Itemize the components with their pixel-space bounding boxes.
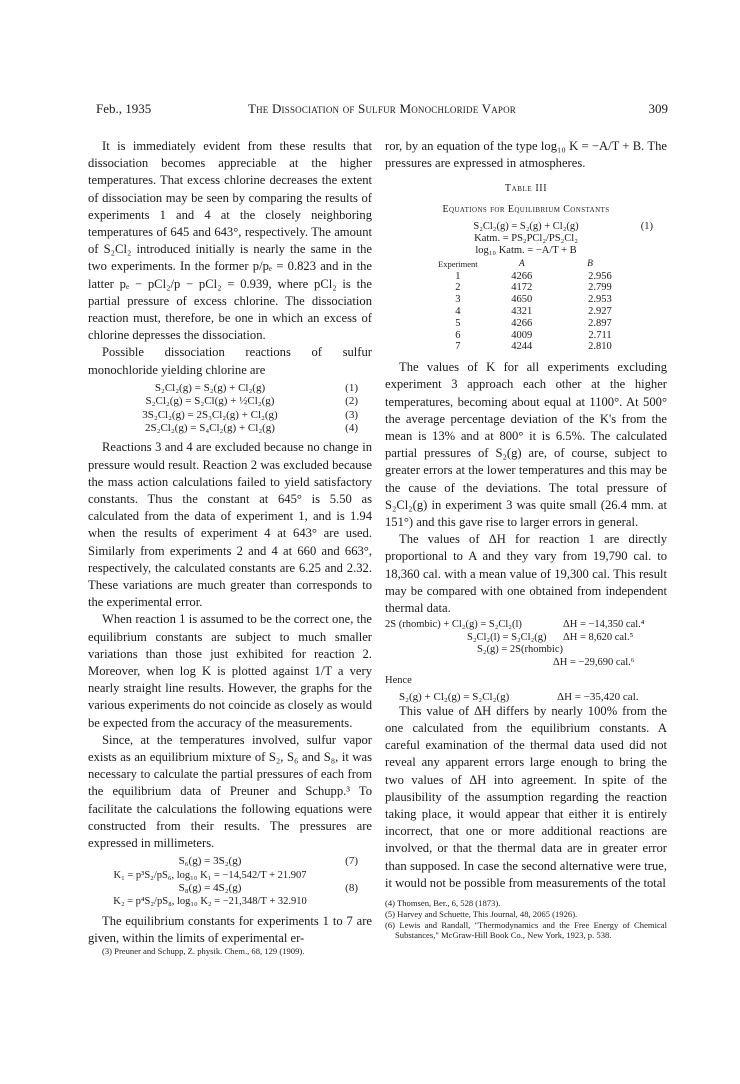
net-reaction <box>385 689 667 703</box>
cell-a: 4650 <box>511 294 533 306</box>
sulfur-equations <box>88 855 372 909</box>
reaction-equation: S₈(g) = 4S₂(g) <box>178 882 242 895</box>
cell-exp: 1 <box>455 270 461 282</box>
reaction-2 <box>88 395 372 408</box>
reaction-list <box>88 382 372 436</box>
table-equation-2 <box>385 233 667 245</box>
equation-number: (2) <box>345 395 358 408</box>
cell-exp: 4 <box>455 306 461 317</box>
table-row <box>416 271 636 283</box>
left-column <box>88 138 372 947</box>
col-b: B <box>587 258 593 269</box>
thermal-equation: S₂(g) = 2S(rhombic) <box>477 644 563 656</box>
table-header-row <box>416 259 636 271</box>
equation-number: (1) <box>345 381 358 394</box>
header-title: The Dissociation of Sulfur Monochloride Vapor <box>247 101 517 116</box>
cell-a: 4266 <box>511 270 533 282</box>
net-reaction-equation: S₂(g) + Cl₂(g) = S₂Cl₂(g) <box>399 690 510 703</box>
running-header <box>96 101 668 121</box>
cell-exp: 6 <box>455 329 461 341</box>
constants-table <box>416 259 636 353</box>
paragraph: This value of ΔH differs by nearly 100% from the one calculated from the equilibrium constants. A careful examination of the thermal data used did not reveal any apparent errors large enough to bring the two values of ΔH into agreement. In spite of the plausibility of the assumption regarding the reaction taking place, it would appear that either it is entirely incorrect, that one or more additional reactions are involved, or that the thermal data are in greater error than supposed. In case the second alternative were true, it would not be possible from measurements of the total <box>385 703 667 890</box>
reaction-4 <box>88 422 372 435</box>
page-number: 309 <box>648 101 668 116</box>
reaction-3 <box>88 409 372 422</box>
col-a: A <box>518 258 525 269</box>
cell-b: 2.956 <box>588 270 612 282</box>
reaction-1 <box>88 382 372 395</box>
reaction-equation: S₂Cl₂(g) = S₂(g) + Cl₂(g) <box>473 220 579 232</box>
reaction-equation: S₆(g) = 3S₂(g) <box>178 855 242 868</box>
equation-number: (8) <box>345 882 358 895</box>
table-equation-1 <box>385 221 667 233</box>
cell-b: 2.799 <box>588 282 612 294</box>
header-date: Feb., 1935 <box>96 101 152 116</box>
footnote-3: (3) Preuner and Schupp, Z. physik. Chem., 68, 129 (1909). <box>102 946 305 956</box>
thermal-row <box>385 632 667 645</box>
equation-8 <box>88 882 372 895</box>
thermal-row <box>385 644 667 657</box>
cell-exp: 3 <box>455 294 461 306</box>
paragraph: When reaction 1 is assumed to be the correct one, the equilibrium constants are subject to much smaller variations than those just exhibited for reaction 2. Moreover, when log K is plotted against 1/T a very nearly straight line results. However, the graphs for the various experiments do not coincide as closely as would be expected from the accuracy of the measurements. <box>88 612 372 730</box>
paragraph: The equilibrium constants for experiments 1 to 7 are given, within the limits of experimental er- <box>88 913 372 946</box>
footnote-4: (4) Thomsen, Ber., 6, 528 (1873). <box>385 898 501 909</box>
cell-b: 2.927 <box>588 306 612 317</box>
thermal-equation: S₂Cl₂(l) = S₂Cl₂(g) <box>467 631 547 643</box>
table-row <box>416 282 636 294</box>
cell-a: 4172 <box>511 282 533 294</box>
paragraph: Since, at the temperatures involved, sulfur vapor exists as an equilibrium mixture of S₂, S₆ and S₈, it was necessary to calculate the partial pressures of each from the equilibrium data of Preuner and Schupp.³ To facilitate the calculations the following equations were constructed from their results. The pressures are expressed in millimeters. <box>88 732 372 851</box>
cell-a: 4009 <box>511 329 533 341</box>
equation-number: (4) <box>345 422 358 435</box>
table-row <box>416 330 636 342</box>
table-title: Table III <box>504 183 548 195</box>
footnote-6: (6) Lewis and Randall, "Thermodynamics and the Free Energy of Chemical Substances," McGraw-Hill Book Co., New York, 1923, p. 538. <box>385 919 667 941</box>
constant-equation: K₂ = p⁴S₂/pS₈, log₁₀ K₂ = −21,348/T + 32.910 <box>113 896 307 908</box>
paragraph: ror, by an equation of the type log₁₀ K = −A/T + B. The pressures are expressed in atmospheres. <box>385 139 667 171</box>
table-row <box>416 318 636 330</box>
paragraph: Possible dissociation reactions of sulfur monochloride yielding chlorine are <box>88 345 372 377</box>
cell-a: 4266 <box>511 317 533 329</box>
table-equation-3 <box>385 245 667 257</box>
thermal-equation: 2S (rhombic) + Cl₂(g) = S₂Cl₂(l) <box>385 619 522 631</box>
cell-b: 2.897 <box>588 317 612 329</box>
enthalpy-value: ΔH = −14,350 cal.⁴ <box>563 619 645 631</box>
cell-b: 2.810 <box>588 341 612 353</box>
footnote-5: (5) Harvey and Schuette, This Journal, 48, 2065 (1926). <box>385 908 578 919</box>
cell-exp: 2 <box>455 282 461 294</box>
cell-a: 4321 <box>511 306 533 317</box>
hence-label: Hence <box>385 674 412 686</box>
equation-number: (3) <box>345 408 358 421</box>
paragraph: It is immediately evident from these results that dissociation becomes appreciable at the higher temperatures. That excess chlorine decreases the extent of dissociation may be seen by comparing the results of experiments 1 and 4 at the closely neighboring temperatures of 645 and 643°, respectively. The amount of S₂Cl₂ introduced initially is nearly the same in the two experiments. In the former p/pₑ = 0.823 and in the latter pₑ − pCl₂/p − pCl₂ = 0.939, where pCl₂ is the partial pressure of excess chlorine. The dissociation reaction must, therefore, be one in which an excess of chlorine depresses the dissociation. <box>88 139 372 343</box>
reaction-equation: S₂Cl₂(g) = S₂Cl(g) + ½Cl₂(g) <box>145 395 275 408</box>
reaction-equation: S₂Cl₂(g) = S₂(g) + Cl₂(g) <box>154 381 266 394</box>
table-row <box>416 341 636 353</box>
net-enthalpy-value: ΔH = −35,420 cal. <box>557 690 639 703</box>
cell-b: 2.953 <box>588 294 612 306</box>
paragraph: The values of K for all experiments excluding experiment 3 approach each other at the higher temperatures, becoming about equal at 1100°. At 500° the average percentage deviation of the K's from the mean is 13% and at 800° it is 6.5%. The calculated partial pressures of S₂(g) are, of course, subject to greater errors at the lower temperatures and this may be the cause of the deviations. The total pressure of S₂Cl₂(g) in experiment 3 was quite small (26.4 mm. at 151°) and this gave rise to larger errors in general. <box>385 360 667 530</box>
constant-equation: K₁ = p³S₂/pS₆, log₁₀ K₁ = −14,542/T + 21.907 <box>113 869 307 881</box>
cell-exp: 7 <box>455 341 461 353</box>
table-row <box>416 306 636 318</box>
footnotes <box>385 898 667 941</box>
constant-equation: log₁₀ Katm. = −A/T + B <box>475 244 577 256</box>
constant-definition: Katm. = PS₂PCl₂/PS₂Cl₂ <box>474 232 578 244</box>
col-experiment: Experiment <box>438 258 478 269</box>
paragraph: The values of ΔH for reaction 1 are directly proportional to A and they vary from 19,790 cal. to 18,360 cal. with a mean value of 19,300 cal. This result may be compared with one obtained from independent thermal data. <box>385 532 667 616</box>
equation-number: (1) <box>640 220 653 232</box>
cell-exp: 5 <box>455 317 461 329</box>
enthalpy-value: ΔH = 8,620 cal.⁵ <box>563 631 634 643</box>
reaction-equation: 3S₂Cl₂(g) = 2S₃Cl₂(g) + Cl₂(g) <box>142 408 278 421</box>
equation-8-constant <box>88 895 372 908</box>
equation-7 <box>88 855 372 868</box>
equation-7-constant <box>88 869 372 882</box>
table-subtitle: Equations for Equilibrium Constants <box>442 203 610 215</box>
table-row <box>416 294 636 306</box>
thermal-row <box>385 657 667 670</box>
reaction-equation: 2S₂Cl₂(g) = S₄Cl₂(g) + Cl₂(g) <box>145 422 275 435</box>
right-column <box>385 138 667 941</box>
equation-number: (7) <box>345 855 358 868</box>
paragraph: Reactions 3 and 4 are excluded because no change in pressure would result. Reaction 2 was excluded because the mass action calculations failed to yield satisfactory constants. Thus the constant at 645° is 5.50 as calculated from the data of experiment 1, and is 1.94 when the results of experiment 4 at 643° are used. Similarly from experiments 2 and 4 at 660 and 663°, respectively, the calculated constants are 6.25 and 2.32. These variations are much greater than corresponds to the experimental error. <box>88 440 372 610</box>
cell-b: 2.711 <box>588 329 612 341</box>
enthalpy-value: ΔH = −29,690 cal.⁶ <box>553 657 635 669</box>
thermal-row <box>385 619 667 632</box>
table-equations <box>385 221 667 257</box>
cell-a: 4244 <box>511 341 533 353</box>
thermal-data <box>385 619 667 669</box>
